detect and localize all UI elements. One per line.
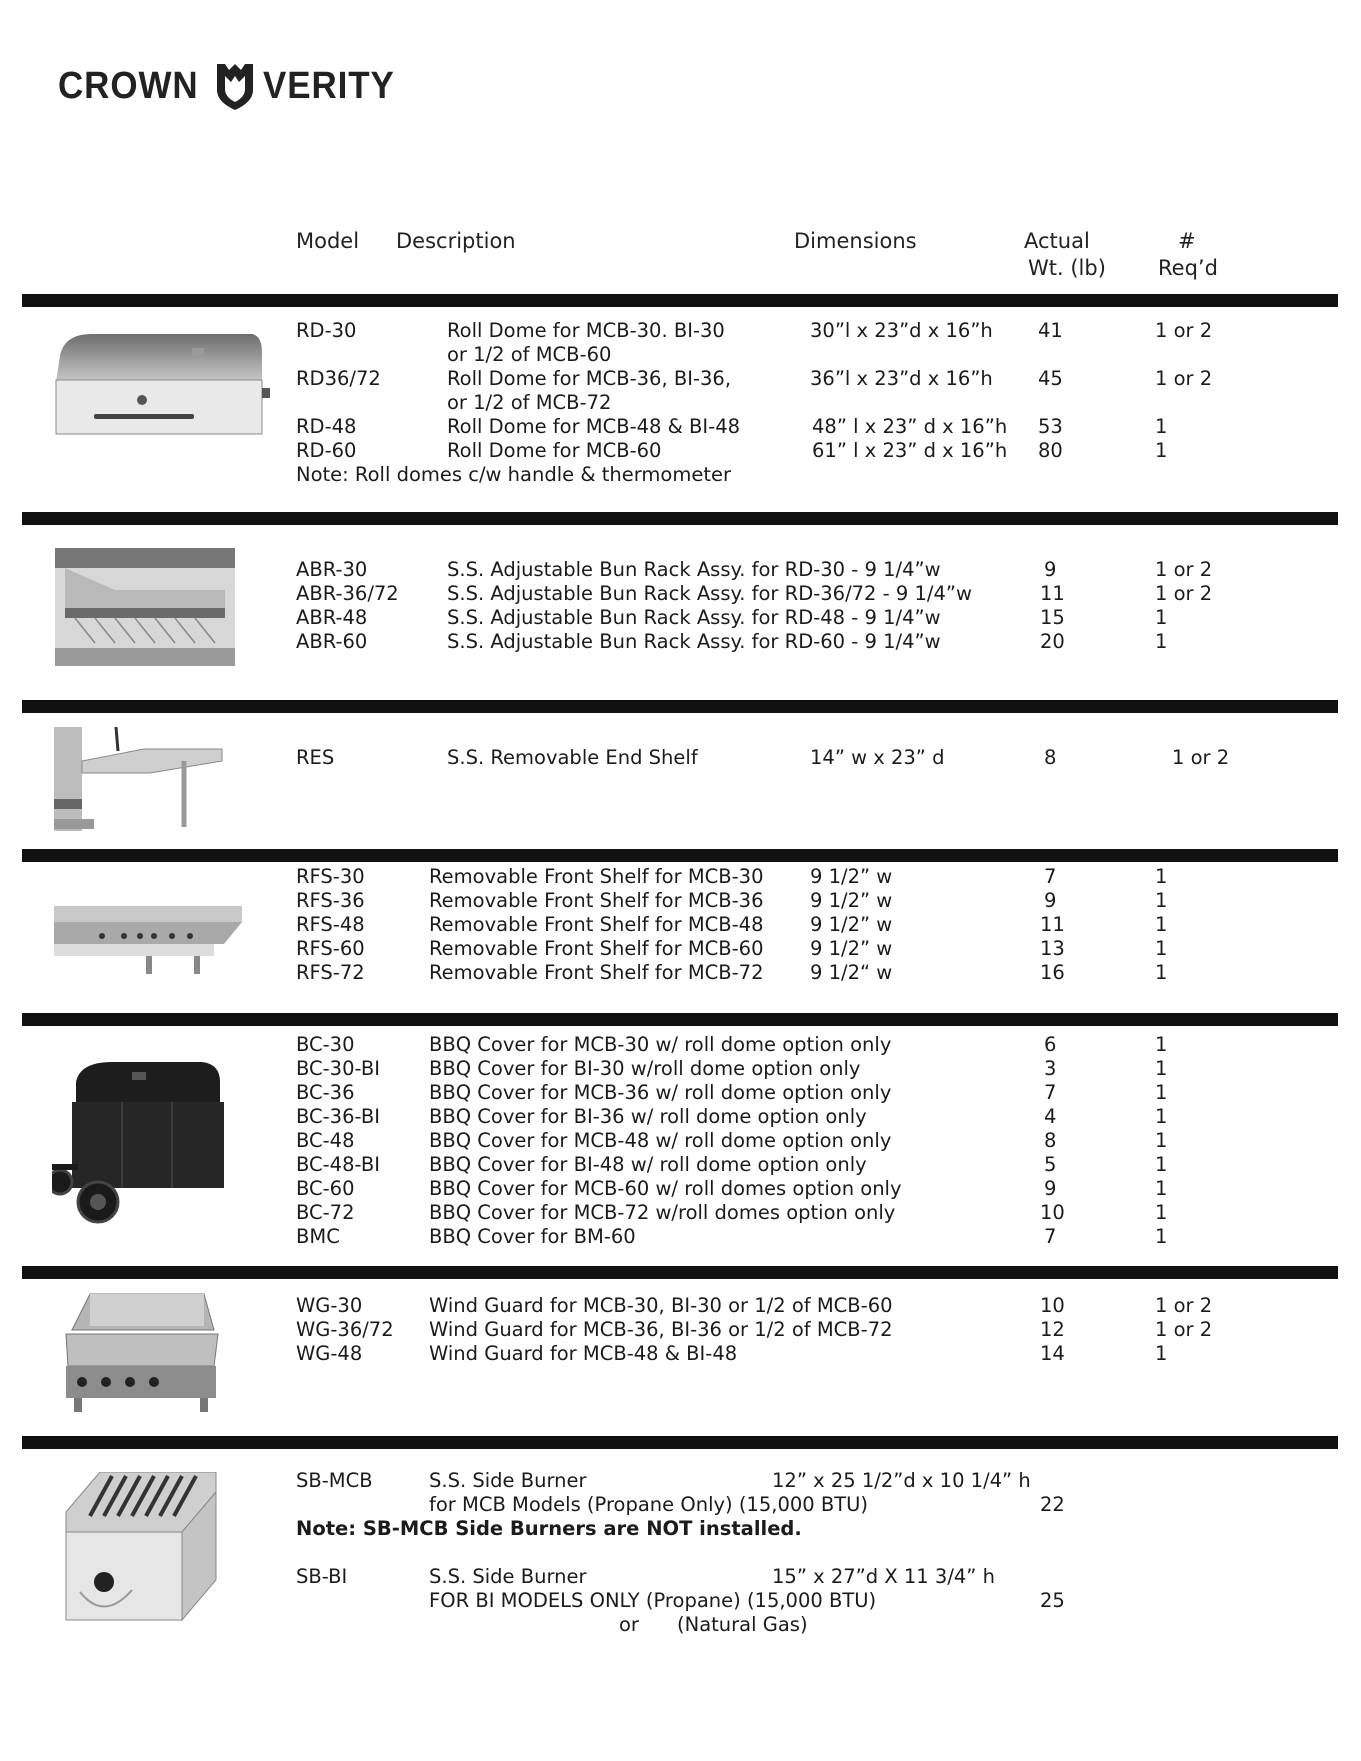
rfs-30-weight: 7 [1044, 865, 1057, 888]
bc-36-bi-req: 1 [1155, 1105, 1168, 1128]
bmc-desc: BBQ Cover for BM-60 [429, 1225, 636, 1248]
rfs-36-desc: Removable Front Shelf for MCB-36 [429, 889, 764, 912]
header-req-line1: # [1178, 229, 1196, 253]
bc-48-req: 1 [1155, 1129, 1168, 1152]
res-model: RES [296, 746, 335, 769]
bc-30-bi-desc: BBQ Cover for BI-30 w/roll dome option only [429, 1057, 861, 1080]
sb-mcb-dims: 12” x 25 1/2”d x 10 1/4” h [772, 1469, 1031, 1492]
abr-30-model: ABR-30 [296, 558, 368, 581]
wg-30-desc: Wind Guard for MCB-30, BI-30 or 1/2 of MCB-60 [429, 1294, 893, 1317]
rfs-36-weight: 9 [1044, 889, 1057, 912]
brand-logo [58, 60, 406, 112]
crown-shield-icon [215, 60, 255, 112]
logo-word-right: VERITY [262, 64, 395, 107]
rd-30-desc: Roll Dome for MCB-30. BI-30 [447, 319, 725, 342]
rfs-48-weight: 11 [1040, 913, 1065, 936]
rd-30-weight: 41 [1038, 319, 1063, 342]
rd-36-desc: Roll Dome for MCB-36, BI-36, [447, 367, 732, 390]
sb-mcb-weight: 22 [1040, 1493, 1065, 1516]
bc-30-bi-model: BC-30-BI [296, 1057, 380, 1080]
side-burner-photo [60, 1472, 220, 1624]
bc-72-model: BC-72 [296, 1201, 355, 1224]
bmc-req: 1 [1155, 1225, 1168, 1248]
rfs-30-req: 1 [1155, 865, 1168, 888]
abr-48-model: ABR-48 [296, 606, 368, 629]
bc-48-weight: 8 [1044, 1129, 1057, 1152]
rd-36-dims: 36”l x 23”d x 16”h [810, 367, 993, 390]
rfs-36-req: 1 [1155, 889, 1168, 912]
sb-bi-model: SB-BI [296, 1565, 348, 1588]
bc-72-weight: 10 [1040, 1201, 1065, 1224]
bc-36-weight: 7 [1044, 1081, 1057, 1104]
wg-48-desc: Wind Guard for MCB-48 & BI-48 [429, 1342, 738, 1365]
sb-mcb-desc: S.S. Side Burner [429, 1469, 587, 1492]
rfs-72-model: RFS-72 [296, 961, 365, 984]
abr-30-desc: S.S. Adjustable Bun Rack Assy. for RD-30 - 9 1/4”w [447, 558, 941, 581]
logo-word-left: CROWN [58, 64, 199, 107]
rd-30-dims: 30”l x 23”d x 16”h [810, 319, 993, 342]
end-shelf-photo [54, 727, 224, 831]
abr-60-model: ABR-60 [296, 630, 368, 653]
abr-36-req: 1 or 2 [1155, 582, 1213, 605]
bc-36-bi-model: BC-36-BI [296, 1105, 380, 1128]
res-dims: 14” w x 23” d [810, 746, 945, 769]
bc-36-desc: BBQ Cover for MCB-36 w/ roll dome option only [429, 1081, 892, 1104]
section-divider [22, 512, 1338, 525]
bc-48-model: BC-48 [296, 1129, 355, 1152]
wg-48-weight: 14 [1040, 1342, 1065, 1365]
rd-36-req: 1 or 2 [1155, 367, 1213, 390]
rd-60-req: 1 [1155, 439, 1168, 462]
section-divider [22, 294, 1338, 307]
abr-36-model: ABR-36/72 [296, 582, 399, 605]
sb-bi-desc2: FOR BI MODELS ONLY (Propane) (15,000 BTU) [429, 1589, 877, 1612]
rd-48-model: RD-48 [296, 415, 357, 438]
abr-36-desc: S.S. Adjustable Bun Rack Assy. for RD-36/72 - 9 1/4”w [447, 582, 972, 605]
wg-30-req: 1 or 2 [1155, 1294, 1213, 1317]
rfs-60-model: RFS-60 [296, 937, 365, 960]
abr-30-req: 1 or 2 [1155, 558, 1213, 581]
abr-30-weight: 9 [1044, 558, 1057, 581]
rfs-48-model: RFS-48 [296, 913, 365, 936]
rd-36-desc2: or 1/2 of MCB-72 [447, 391, 612, 414]
wg-36-model: WG-36/72 [296, 1318, 394, 1341]
rfs-48-req: 1 [1155, 913, 1168, 936]
wg-36-req: 1 or 2 [1155, 1318, 1213, 1341]
bmc-model: BMC [296, 1225, 340, 1248]
wg-30-weight: 10 [1040, 1294, 1065, 1317]
wg-36-desc: Wind Guard for MCB-36, BI-36 or 1/2 of MCB-72 [429, 1318, 893, 1341]
rfs-60-req: 1 [1155, 937, 1168, 960]
rfs-48-dims: 9 1/2” w [810, 913, 893, 936]
rd-36-weight: 45 [1038, 367, 1063, 390]
rfs-30-model: RFS-30 [296, 865, 365, 888]
sb-bi-alt: (Natural Gas) [677, 1613, 808, 1636]
bun-rack-photo [55, 548, 235, 666]
abr-60-weight: 20 [1040, 630, 1065, 653]
bc-60-weight: 9 [1044, 1177, 1057, 1200]
rd-60-dims: 61” l x 23” d x 16”h [812, 439, 1008, 462]
rd-48-desc: Roll Dome for MCB-48 & BI-48 [447, 415, 741, 438]
front-shelf-photo [54, 906, 242, 976]
sb-bi-or: or [619, 1613, 639, 1636]
bc-48-bi-model: BC-48-BI [296, 1153, 380, 1176]
section-divider [22, 1013, 1338, 1026]
rd-30-model: RD-30 [296, 319, 357, 342]
section-divider [22, 700, 1338, 713]
wg-30-model: WG-30 [296, 1294, 363, 1317]
section-divider [22, 1436, 1338, 1449]
abr-60-req: 1 [1155, 630, 1168, 653]
bc-60-model: BC-60 [296, 1177, 355, 1200]
bc-30-bi-req: 1 [1155, 1057, 1168, 1080]
rd-36-model: RD36/72 [296, 367, 381, 390]
side-burner-note: Note: SB-MCB Side Burners are NOT installed. [296, 1517, 802, 1540]
rd-30-desc2: or 1/2 of MCB-60 [447, 343, 612, 366]
rfs-72-desc: Removable Front Shelf for MCB-72 [429, 961, 764, 984]
res-req: 1 or 2 [1172, 746, 1230, 769]
rd-48-req: 1 [1155, 415, 1168, 438]
rfs-36-dims: 9 1/2” w [810, 889, 893, 912]
header-weight-line2: Wt. (lb) [1028, 256, 1106, 280]
rd-60-desc: Roll Dome for MCB-60 [447, 439, 662, 462]
section-divider [22, 849, 1338, 862]
header-dimensions: Dimensions [794, 229, 917, 253]
header-description: Description [396, 229, 516, 253]
rfs-60-desc: Removable Front Shelf for MCB-60 [429, 937, 764, 960]
res-desc: S.S. Removable End Shelf [447, 746, 698, 769]
bc-36-model: BC-36 [296, 1081, 355, 1104]
rfs-60-weight: 13 [1040, 937, 1065, 960]
rd-30-req: 1 or 2 [1155, 319, 1213, 342]
rfs-60-dims: 9 1/2” w [810, 937, 893, 960]
bc-36-bi-weight: 4 [1044, 1105, 1057, 1128]
wg-48-model: WG-48 [296, 1342, 363, 1365]
bc-48-bi-weight: 5 [1044, 1153, 1057, 1176]
header-req-line2: Req’d [1158, 256, 1218, 280]
bc-48-bi-req: 1 [1155, 1153, 1168, 1176]
rfs-30-desc: Removable Front Shelf for MCB-30 [429, 865, 764, 888]
wg-48-req: 1 [1155, 1342, 1168, 1365]
bmc-weight: 7 [1044, 1225, 1057, 1248]
rd-48-dims: 48” l x 23” d x 16”h [812, 415, 1008, 438]
sb-mcb-desc2: for MCB Models (Propane Only) (15,000 BTU) [429, 1493, 869, 1516]
sb-bi-weight: 25 [1040, 1589, 1065, 1612]
rfs-72-dims: 9 1/2“ w [810, 961, 893, 984]
bc-30-req: 1 [1155, 1033, 1168, 1056]
abr-48-req: 1 [1155, 606, 1168, 629]
bc-30-desc: BBQ Cover for MCB-30 w/ roll dome option only [429, 1033, 892, 1056]
roll-dome-photo [52, 332, 272, 438]
wg-36-weight: 12 [1040, 1318, 1065, 1341]
section-divider [22, 1266, 1338, 1279]
abr-48-weight: 15 [1040, 606, 1065, 629]
bc-48-desc: BBQ Cover for MCB-48 w/ roll dome option only [429, 1129, 892, 1152]
rfs-48-desc: Removable Front Shelf for MCB-48 [429, 913, 764, 936]
rd-60-weight: 80 [1038, 439, 1063, 462]
rfs-72-weight: 16 [1040, 961, 1065, 984]
bc-30-weight: 6 [1044, 1033, 1057, 1056]
bc-48-bi-desc: BBQ Cover for BI-48 w/ roll dome option only [429, 1153, 867, 1176]
wind-guard-photo [64, 1290, 220, 1412]
bbq-cover-photo [52, 1062, 228, 1224]
abr-36-weight: 11 [1040, 582, 1065, 605]
rfs-36-model: RFS-36 [296, 889, 365, 912]
bc-60-req: 1 [1155, 1177, 1168, 1200]
bc-72-req: 1 [1155, 1201, 1168, 1224]
sb-mcb-model: SB-MCB [296, 1469, 373, 1492]
res-weight: 8 [1044, 746, 1057, 769]
bc-30-bi-weight: 3 [1044, 1057, 1057, 1080]
bc-36-req: 1 [1155, 1081, 1168, 1104]
abr-60-desc: S.S. Adjustable Bun Rack Assy. for RD-60 - 9 1/4”w [447, 630, 941, 653]
bc-60-desc: BBQ Cover for MCB-60 w/ roll domes option only [429, 1177, 902, 1200]
header-weight-line1: Actual [1024, 229, 1090, 253]
rfs-30-dims: 9 1/2” w [810, 865, 893, 888]
bc-36-bi-desc: BBQ Cover for BI-36 w/ roll dome option only [429, 1105, 867, 1128]
rfs-72-req: 1 [1155, 961, 1168, 984]
roll-dome-note: Note: Roll domes c/w handle & thermometer [296, 463, 731, 486]
rd-60-model: RD-60 [296, 439, 357, 462]
sb-bi-desc: S.S. Side Burner [429, 1565, 587, 1588]
bc-30-model: BC-30 [296, 1033, 355, 1056]
rd-48-weight: 53 [1038, 415, 1063, 438]
bc-72-desc: BBQ Cover for MCB-72 w/roll domes option only [429, 1201, 896, 1224]
sb-bi-dims: 15” x 27”d X 11 3/4” h [772, 1565, 995, 1588]
abr-48-desc: S.S. Adjustable Bun Rack Assy. for RD-48 - 9 1/4”w [447, 606, 941, 629]
header-model: Model [296, 229, 360, 253]
